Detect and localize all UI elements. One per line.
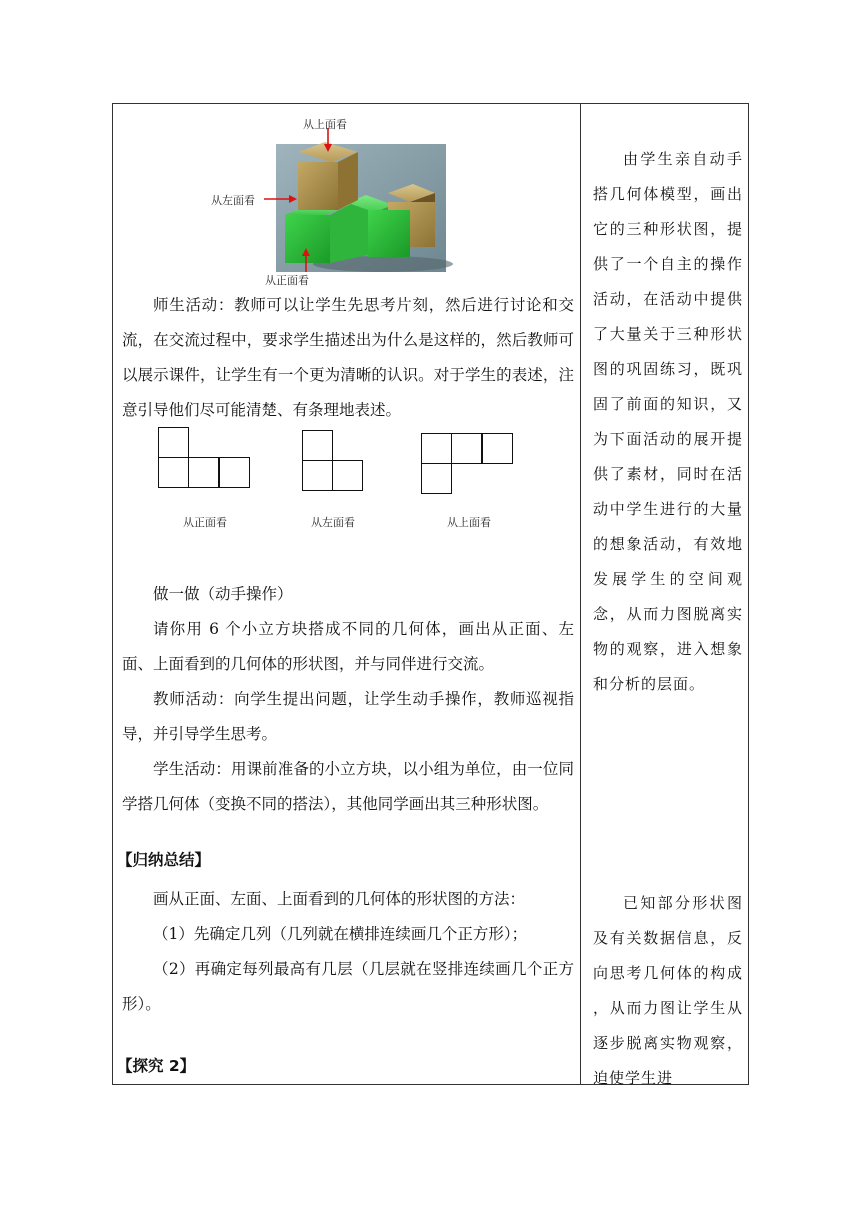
top-view-label: 从上面看: [447, 516, 491, 529]
front-view-diagram: [158, 427, 258, 497]
top-view-square: [451, 433, 482, 464]
left-view-square: [302, 430, 333, 461]
paragraph-student-activity: 学生活动：用课前准备的小立方块，以小组为单位，由一位同学搭几何体（变换不同的搭法），其他同学画出其三种形状图。: [122, 760, 574, 813]
paragraph-method: 画从正面、左面、上面看到的几何体的形状图的方法：: [153, 890, 526, 908]
paragraph-step-1: （1）先确定几列（几列就在横排连续画几个正方形）；: [153, 925, 528, 943]
front-view-label: 从正面看: [183, 516, 227, 529]
paragraph-step-2: （2）再确定每列最高有几层（几层就在竖排连续画几个正方形）。: [122, 960, 574, 1013]
design-intent-column: [581, 104, 748, 1087]
left-view-square: [332, 460, 363, 491]
label-from-left: 从左面看: [211, 194, 255, 207]
label-from-top: 从上面看: [303, 118, 347, 131]
top-view-square: [421, 433, 452, 464]
note-design-intent-1: 由学生亲自动手搭几何体模型，画出它的三种形状图，提供了一个自主的操作活动，在活动中提供了大量关于三种形状图的巩固练习，既巩固了前面的知识，又为下面活动的展开提供了素材，同时在活动中学生进行的大量的想象活动，有效地发展学生的空间观念，从而力图脱离实物的观察，进入想象和分析的层面。: [593, 150, 743, 693]
paragraph-teacher-activity: 教师活动：向学生提出问题，让学生动手操作，教师巡视指导，并引导学生思考。: [122, 690, 574, 743]
top-view-square: [482, 433, 513, 464]
front-view-square: [219, 457, 250, 488]
paragraph-task: 请你用 6 个小立方块搭成不同的几何体，画出从正面、左面、上面看到的几何体的形状图，并与同伴进行交流。: [122, 620, 574, 673]
front-view-square: [158, 427, 189, 458]
paragraph-do-it: 做一做（动手操作）: [153, 585, 293, 603]
top-view-diagram: [421, 433, 521, 503]
note-design-intent-2: 已知部分形状图及有关数据信息，反向思考几何体的构成 ，从而力图让学生从逐步脱离实物观察，迫使学生进: [593, 894, 743, 1087]
left-view-label: 从左面看: [311, 516, 355, 529]
front-view-square: [188, 457, 219, 488]
lesson-content-column: [113, 104, 579, 1084]
left-view-diagram: [302, 430, 372, 500]
front-view-square: [158, 457, 189, 488]
left-view-square: [302, 460, 333, 491]
heading-explore-2: 【探究 2】: [117, 1057, 196, 1075]
label-from-front: 从正面看: [265, 274, 309, 287]
top-view-square: [421, 463, 452, 494]
paragraph-teacher-student-activity: 师生活动：教师可以让学生先思考片刻，然后进行讨论和交流，在交流过程中，要求学生描述出为什么是这样的，然后教师可以展示课件，让学生有一个更为清晰的认识。对于学生的表述，注意引导他们尽可能清楚、有条理地表述。: [122, 296, 574, 419]
heading-summary: 【归纳总结】: [117, 851, 211, 869]
